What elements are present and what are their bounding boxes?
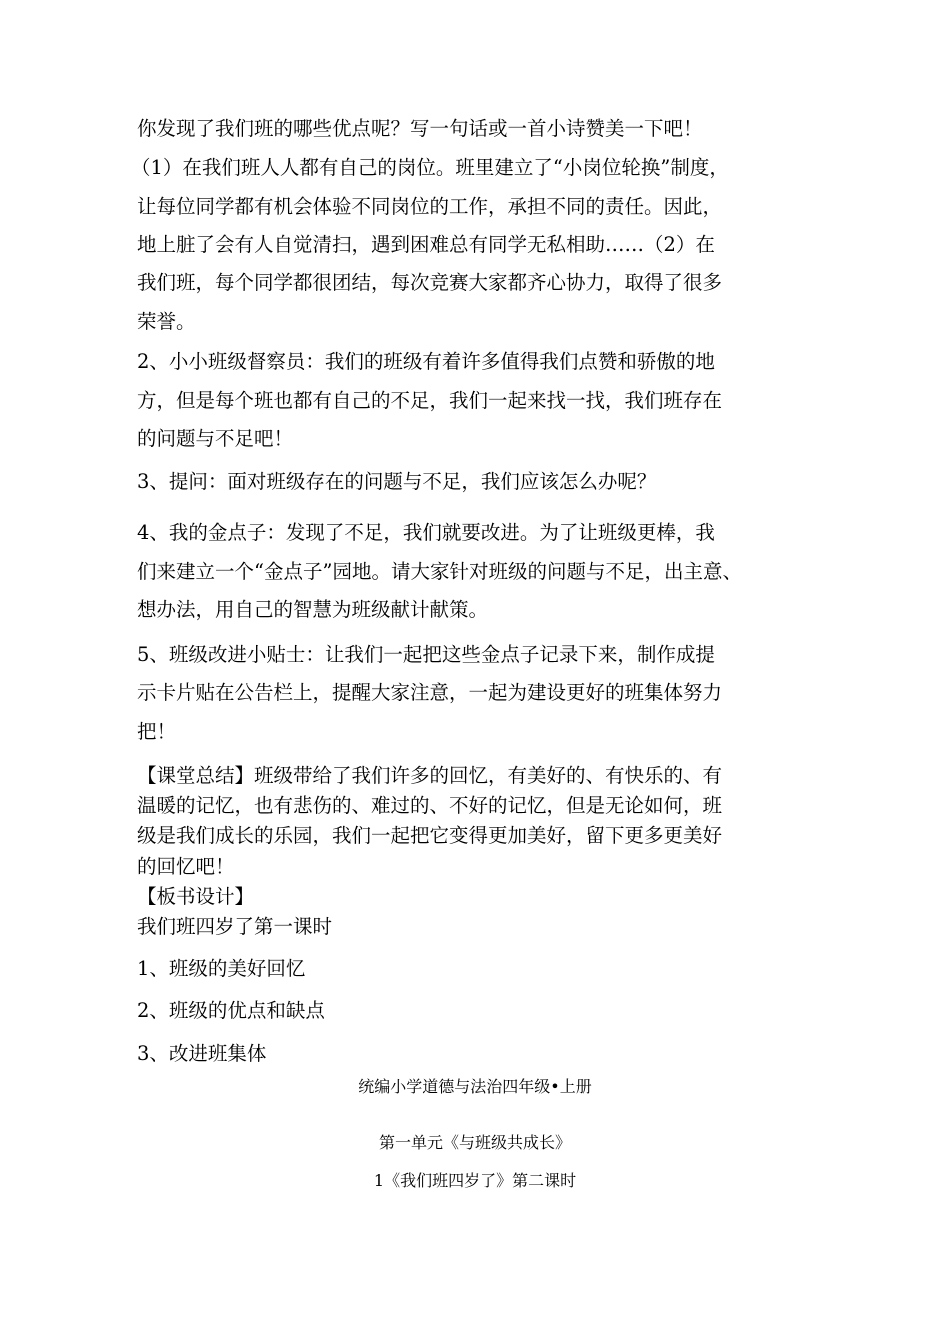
text-line: 我们班四岁了第一课时 xyxy=(137,915,333,938)
text-line: 5、班级改进小贴士：让我们一起把这些金点子记录下来，制作成提 xyxy=(137,643,715,666)
text-line: 方，但是每个班也都有自己的不足，我们一起来找一找，我们班存在 xyxy=(137,389,723,412)
text-line: 级是我们成长的乐园，我们一起把它变得更加美好，留下更多更美好 xyxy=(137,824,723,847)
text-line: 我们班，每个同学都很团结，每次竞赛大家都齐心协力，取得了很多 xyxy=(137,271,723,294)
text-line: 荣誉。 xyxy=(137,310,196,333)
text-line: （1）在我们班人人都有自己的岗位。班里建立了“小岗位轮换”制度， xyxy=(131,156,729,179)
text-line: 3、改进班集体 xyxy=(137,1042,267,1065)
text-line: 让每位同学都有机会体验不同岗位的工作，承担不同的责任。因此， xyxy=(137,195,723,218)
text-line: 地上脏了会有人自觉清扫，遇到困难总有同学无私相助……（2）在 xyxy=(137,233,715,256)
text-line: 4、我的金点子：发现了不足，我们就要改进。为了让班级更棒，我 xyxy=(137,521,715,544)
text-line: 温暖的记忆，也有悲伤的、难过的、不好的记忆，但是无论如何，班 xyxy=(137,794,723,817)
text-line: 3、提问：面对班级存在的问题与不足，我们应该怎么办呢？ xyxy=(137,470,657,493)
text-line: 们来建立一个“金点子”园地。请大家针对班级的问题与不足，出主意、 xyxy=(137,560,742,583)
text-line: 示卡片贴在公告栏上，提醒大家注意，一起为建设更好的班集体努力 xyxy=(137,681,723,704)
text-line: 2、小小班级督察员：我们的班级有着许多值得我们点赞和骄傲的地 xyxy=(137,350,715,373)
text-line: 1、班级的美好回忆 xyxy=(137,957,306,980)
lesson-title: 1《我们班四岁了》第二课时 xyxy=(373,1171,577,1190)
text-line: 想办法，用自己的智慧为班级献计献策。 xyxy=(137,598,489,621)
unit-title: 第一单元《与班级共成长》 xyxy=(378,1133,571,1152)
text-line: 2、班级的优点和缺点 xyxy=(137,999,325,1022)
text-line: 的问题与不足吧！ xyxy=(137,427,294,450)
text-line: 的回忆吧！ xyxy=(137,855,235,878)
book-title: 统编小学道德与法治四年级•上册 xyxy=(358,1077,592,1096)
text-line: 把！ xyxy=(137,720,177,743)
text-line: 【课堂总结】班级带给了我们许多的回忆，有美好的、有快乐的、有 xyxy=(137,764,723,787)
text-line: 【板书设计】 xyxy=(137,885,255,908)
text-line: 你发现了我们班的哪些优点呢？写一句话或一首小诗赞美一下吧！ xyxy=(137,117,703,140)
